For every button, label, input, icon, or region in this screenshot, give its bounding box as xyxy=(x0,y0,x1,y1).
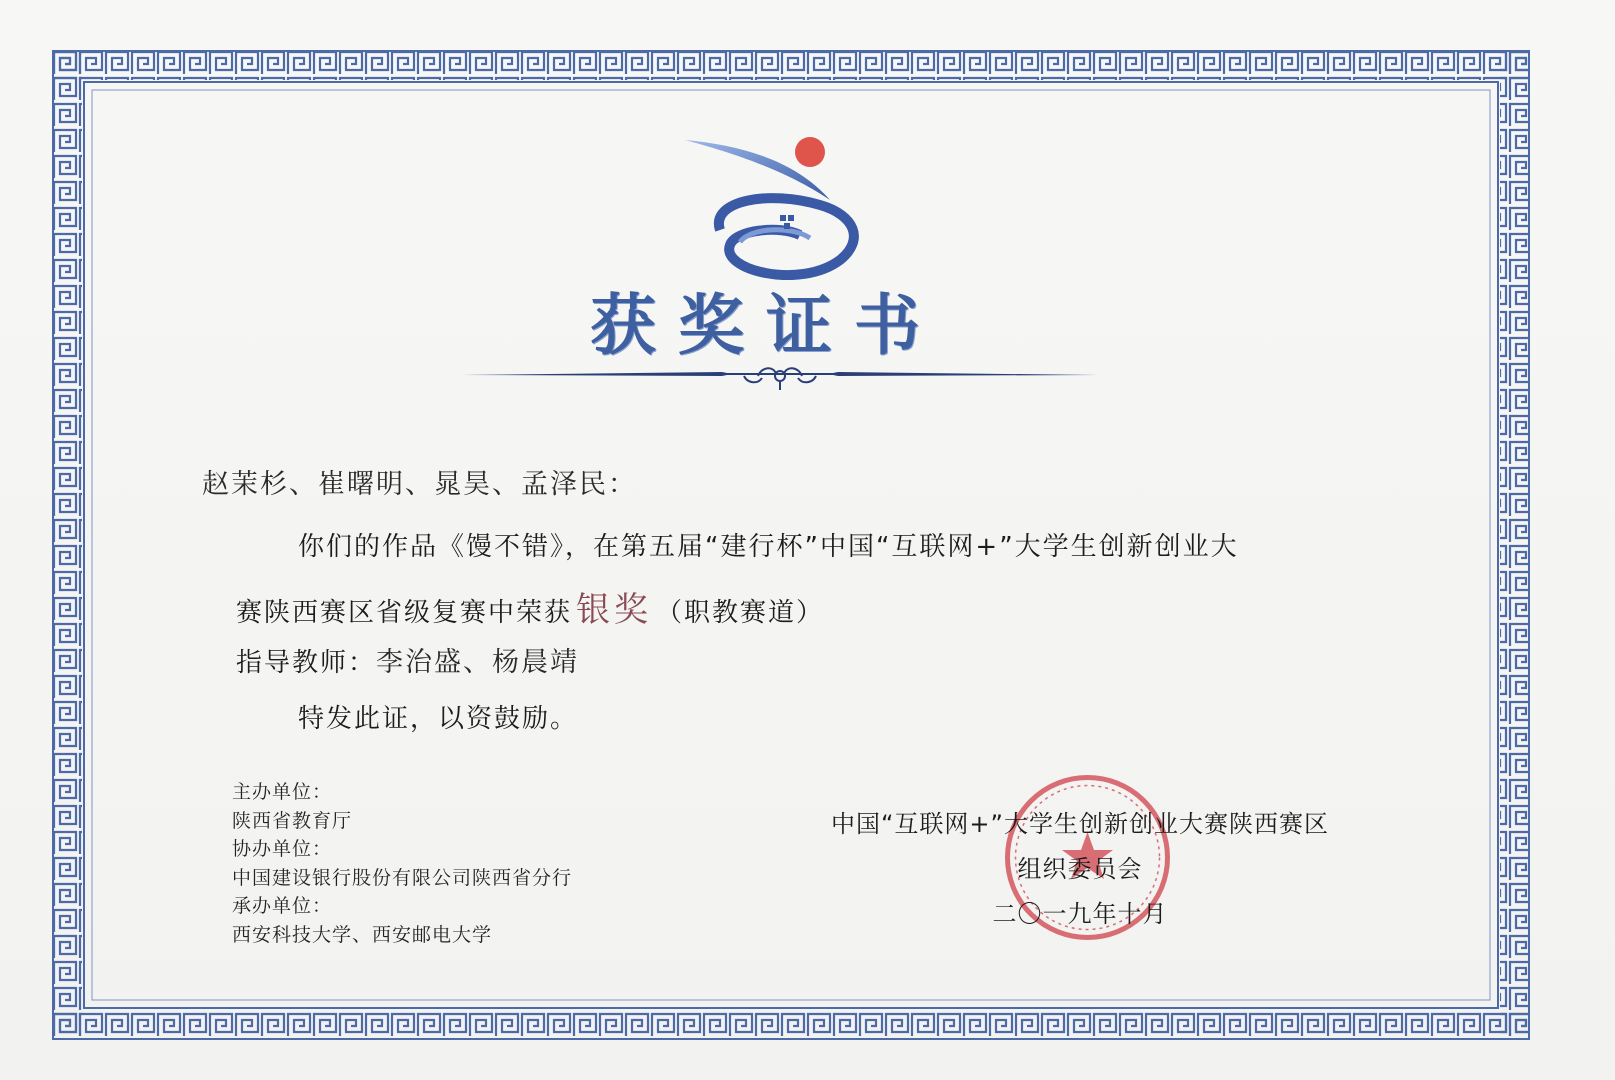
host-name: 陕西省教育厅 xyxy=(232,809,353,832)
cohost-label: 协办单位： xyxy=(232,838,333,860)
cohost-name: 中国建设银行股份有限公司陕西省分行 xyxy=(232,866,573,889)
issuer-committee: 组织委员会 xyxy=(1017,855,1143,883)
host-label: 主办单位： xyxy=(232,781,333,803)
competition-logo xyxy=(680,130,910,280)
ornamental-divider xyxy=(462,364,1098,400)
issuer-block xyxy=(770,802,1390,937)
body-line-1: 你们的作品《馒不错》，在第五届“建行杯”中国“互联网+”大学生创新创业大 xyxy=(298,532,1239,562)
issuer-name: 中国“互联网+”大学生创新创业大赛陕西赛区 xyxy=(831,810,1329,838)
issue-date: 二〇一九年十月 xyxy=(992,900,1168,928)
advisor-label: 指导教师： xyxy=(236,648,377,678)
award-track: （职教赛道） xyxy=(656,598,825,628)
advisor-line xyxy=(236,640,579,679)
recipient-names: 赵茉杉、崔曙明、晁昊、孟泽民： xyxy=(202,469,637,500)
award-level: 银奖 xyxy=(576,590,653,630)
undertaker-name: 西安科技大学、西安邮电大学 xyxy=(232,923,493,946)
award-prefix: 赛陕西赛区省级复赛中荣获 xyxy=(236,598,573,628)
undertaker-label: 承办单位： xyxy=(232,895,333,917)
organizer-list xyxy=(232,778,572,949)
body-line-2 xyxy=(236,582,824,631)
certificate-title: 获奖证书 xyxy=(590,286,942,364)
closing-line: 特发此证，以资鼓励。 xyxy=(298,704,579,734)
advisor-names: 李治盛、杨晨靖 xyxy=(376,647,580,678)
